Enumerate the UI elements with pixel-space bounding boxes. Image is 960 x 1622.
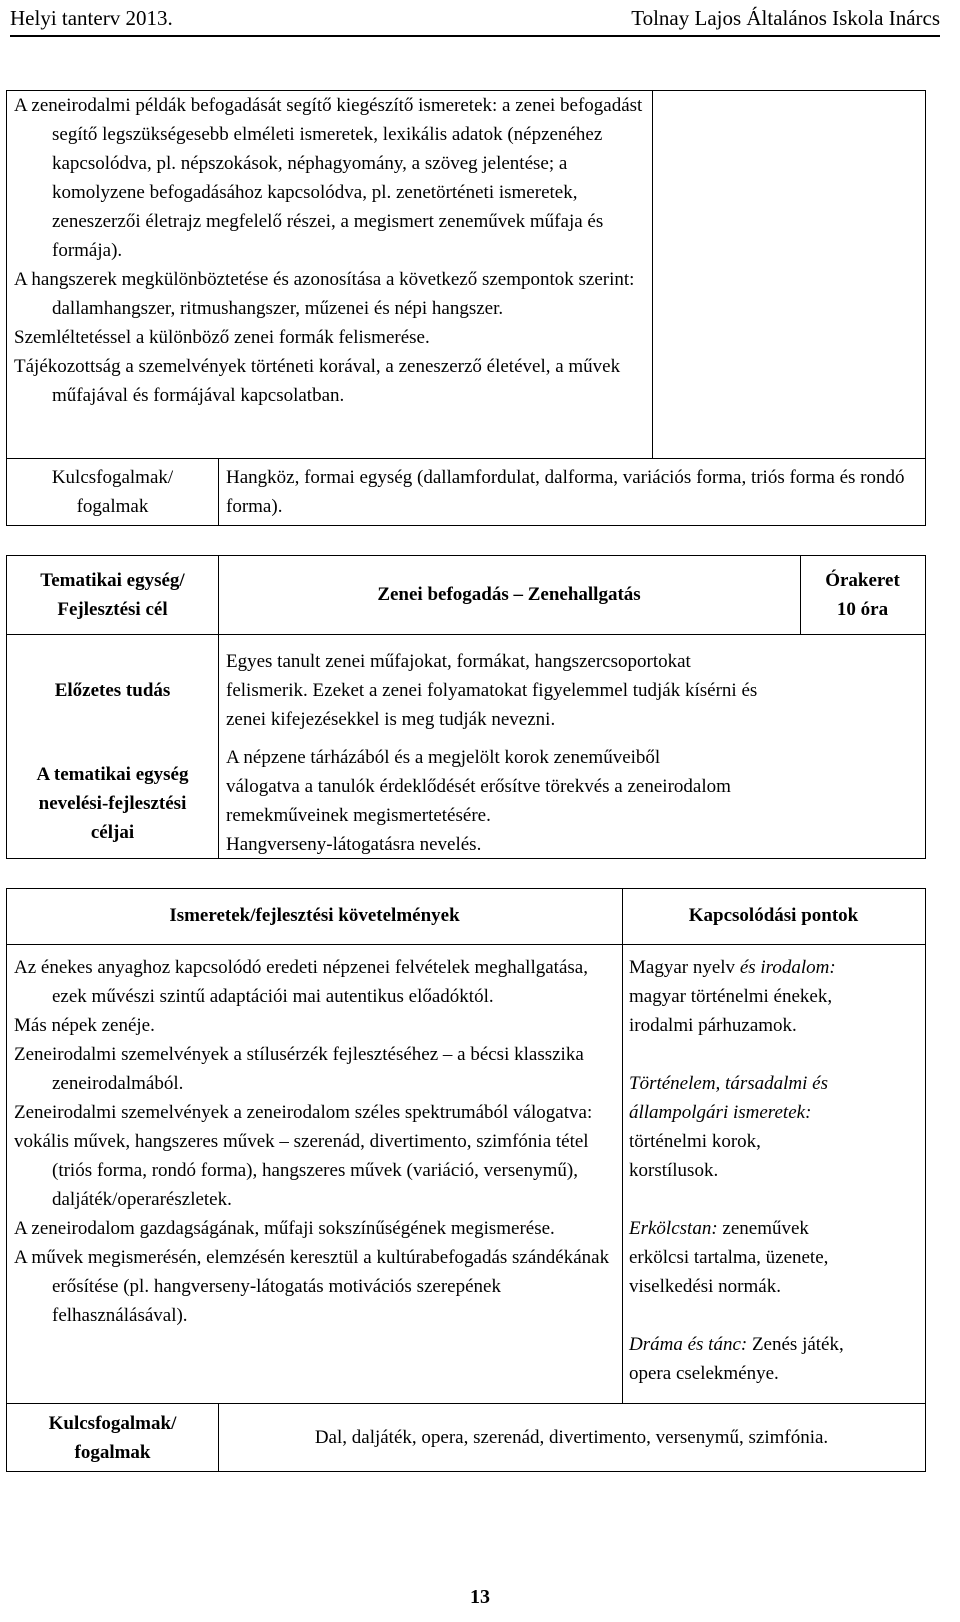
spacer [629, 1040, 921, 1069]
column-divider [652, 91, 653, 458]
requirements-paragraph: A hangszerek megkülönböztetése és azonosítása a következő szempontok szerint: dallamhangszer, ritmushangszer, műzenei és népi hangszer. [14, 269, 635, 319]
orakeret-value: 10 óra [836, 599, 889, 620]
kap-tortenelem-subject: állampolgári ismeretek: [629, 1102, 812, 1123]
unit-title: Zenei befogadás – Zenehallgatás [377, 584, 641, 605]
orakeret-label: Órakeret [825, 570, 900, 591]
page-header [10, 6, 940, 38]
row-divider [7, 944, 925, 945]
celjai-line: A népzene tárházából és a megjelölt korok zeneműveiből [226, 747, 661, 768]
celjai-label-line: A tematikai egység [36, 764, 189, 785]
orakeret [800, 566, 925, 624]
column-divider [218, 458, 219, 525]
ismeretek-paragraph: Más népek zenéje. [14, 1015, 155, 1036]
celjai-line: Hangverseny-látogatásra nevelés. [226, 834, 482, 855]
requirements-paragraph: Szemléltetéssel a különböző zenei formák felismerése. [14, 327, 430, 348]
kap-magyar-line [629, 953, 921, 982]
requirements-paragraph: A zeneirodalmi példák befogadását segítő kiegészítő ismeretek: a zenei befogadást segítő legszükségesebb elméleti ismeretek, lexikális adatok (népzenéhez kapcsolódva, pl. népszokások, néphagyomány, a szöveg jelentése; a komolyzene befogadásához kapcsolódva, pl. zenetörténeti ismeretek, zeneszerzői életrajz megfelelő részei, a megismert zeneművek műfaja és formája). [14, 95, 643, 261]
ismeretek-paragraph: vokális művek, hangszeres művek – szerenád, divertimento, szimfónia tétel (triós forma, rondó forma), hangszeres művek (variáció, versenymű), daljáték/operarészletek. [14, 1131, 589, 1210]
requirements-paragraph: Tájékozottság a szemelvények történeti korával, a zeneszerző életével, a művek műfajával és formájával kapcsolatban. [14, 356, 621, 406]
kap-line: magyar történelmi énekek, [629, 986, 833, 1007]
celjai-label-line: nevelési-fejlesztési [38, 793, 187, 814]
kap-text: Zenés játék, [747, 1334, 844, 1355]
kulcsfogalmak-text: Hangköz, formai egység (dallamfordulat, dalforma, variációs forma, triós forma és rondó forma). [226, 467, 905, 517]
kap-line [629, 1214, 921, 1243]
header-school-name: Tolnay Lajos Általános Iskola Inárcs [631, 6, 940, 30]
tematikai-egyseg-label [7, 566, 218, 624]
kap-line: korstílusok. [629, 1160, 719, 1181]
kap-text: zeneművek [717, 1218, 809, 1239]
kap-tortenelem-subject: Történelem, társadalmi és [629, 1073, 828, 1094]
kap-line [629, 1069, 921, 1098]
thematic-unit-table [6, 555, 926, 859]
col-header-ismeretek: Ismeretek/fejlesztési követelmények [169, 905, 460, 926]
kap-line: opera cselekménye. [629, 1363, 779, 1384]
kap-magyar-subject: Magyar nyelv [629, 957, 740, 978]
col-header-kapcsolodasi: Kapcsolódási pontok [688, 905, 859, 926]
celjai-line: válogatva a tanulók érdeklődését erősítve törekvés a zeneirodalom [226, 776, 731, 797]
spacer [629, 1301, 921, 1330]
celjai-text [226, 743, 924, 859]
kulcsfogalmak-label-line: fogalmak [74, 1442, 151, 1463]
ismeretek-paragraph: A zeneirodalom gazdagságának, műfaji sokszínűségének megismerése. [14, 1218, 555, 1239]
kulcsfogalmak-label [7, 1409, 218, 1467]
requirements-table-top [6, 90, 926, 526]
kapcsolodasi-pontok-cell [629, 953, 921, 1388]
kap-erkolcstan-subject: Erkölcstan: [629, 1218, 718, 1239]
kap-magyar-subject-italic: és irodalom: [739, 957, 836, 978]
header-left-title: Helyi tanterv 2013. [10, 6, 173, 30]
tematikai-label-line: Fejlesztési cél [57, 599, 168, 620]
kap-line [629, 1098, 921, 1127]
elozetes-line: Egyes tanult zenei műfajokat, formákat, hangszercsoportokat [226, 651, 691, 672]
row-divider [7, 634, 925, 635]
kap-line: történelmi korok, [629, 1131, 761, 1152]
ismeretek-text-cell [14, 953, 614, 1330]
kulcsfogalmak-label-line: Kulcsfogalmak/ [51, 467, 174, 488]
ismeretek-paragraph: Az énekes anyaghoz kapcsolódó eredeti népzenei felvételek meghallgatása, ezek művészi szintű adaptációi mai autentikus előadóktól. [14, 957, 588, 1007]
kap-line: erkölcsi tartalma, üzenete, [629, 1247, 829, 1268]
requirements-text-cell [14, 91, 654, 410]
header-rule [10, 35, 940, 37]
elozetes-line: felismerik. Ezeket a zenei folyamatokat figyelemmel tudják kísérni és [226, 680, 758, 701]
knowledge-requirements-table [6, 888, 926, 1472]
row-divider [7, 1403, 925, 1404]
kulcsfogalmak-label-line: Kulcsfogalmak/ [48, 1413, 177, 1434]
ismeretek-paragraph: A művek megismerésén, elemzésén keresztül a kultúrabefogadás szándékának erősítése (pl. hangverseny-látogatás motivációs szerepének felhasználásával). [14, 1247, 610, 1326]
page-number: 13 [470, 1586, 490, 1608]
kulcsfogalmak-label-line: fogalmak [76, 496, 149, 517]
tematikai-label-line: Tematikai egység/ [40, 570, 185, 591]
kap-drama-subject: Dráma és tánc: [629, 1334, 748, 1355]
kulcsfogalmak-label [7, 463, 218, 521]
kap-line: viselkedési normák. [629, 1276, 781, 1297]
ismeretek-paragraph: Zeneirodalmi szemelvények a stílusérzék fejlesztéséhez – a bécsi klasszika zeneirodalmából. [14, 1044, 584, 1094]
celjai-line: remekműveinek megismertetésére. [226, 805, 491, 826]
spacer [629, 1185, 921, 1214]
kap-line [629, 1330, 921, 1359]
kap-line: irodalmi párhuzamok. [629, 1015, 797, 1036]
elozetes-tudas-label: Előzetes tudás [54, 680, 171, 701]
kulcsfogalmak-text: Dal, daljáték, opera, szerenád, divertimento, versenymű, szimfónia. [314, 1427, 829, 1448]
elozetes-line: zenei kifejezésekkel is meg tudják nevezni. [226, 709, 556, 730]
column-divider [622, 889, 623, 1403]
elozetes-tudas-text [226, 647, 924, 734]
celjai-label [7, 760, 218, 847]
ismeretek-paragraph: Zeneirodalmi szemelvények a zeneirodalom széles spektrumából válogatva: [14, 1102, 593, 1123]
row-divider [7, 458, 925, 459]
celjai-label-line: céljai [90, 822, 135, 843]
